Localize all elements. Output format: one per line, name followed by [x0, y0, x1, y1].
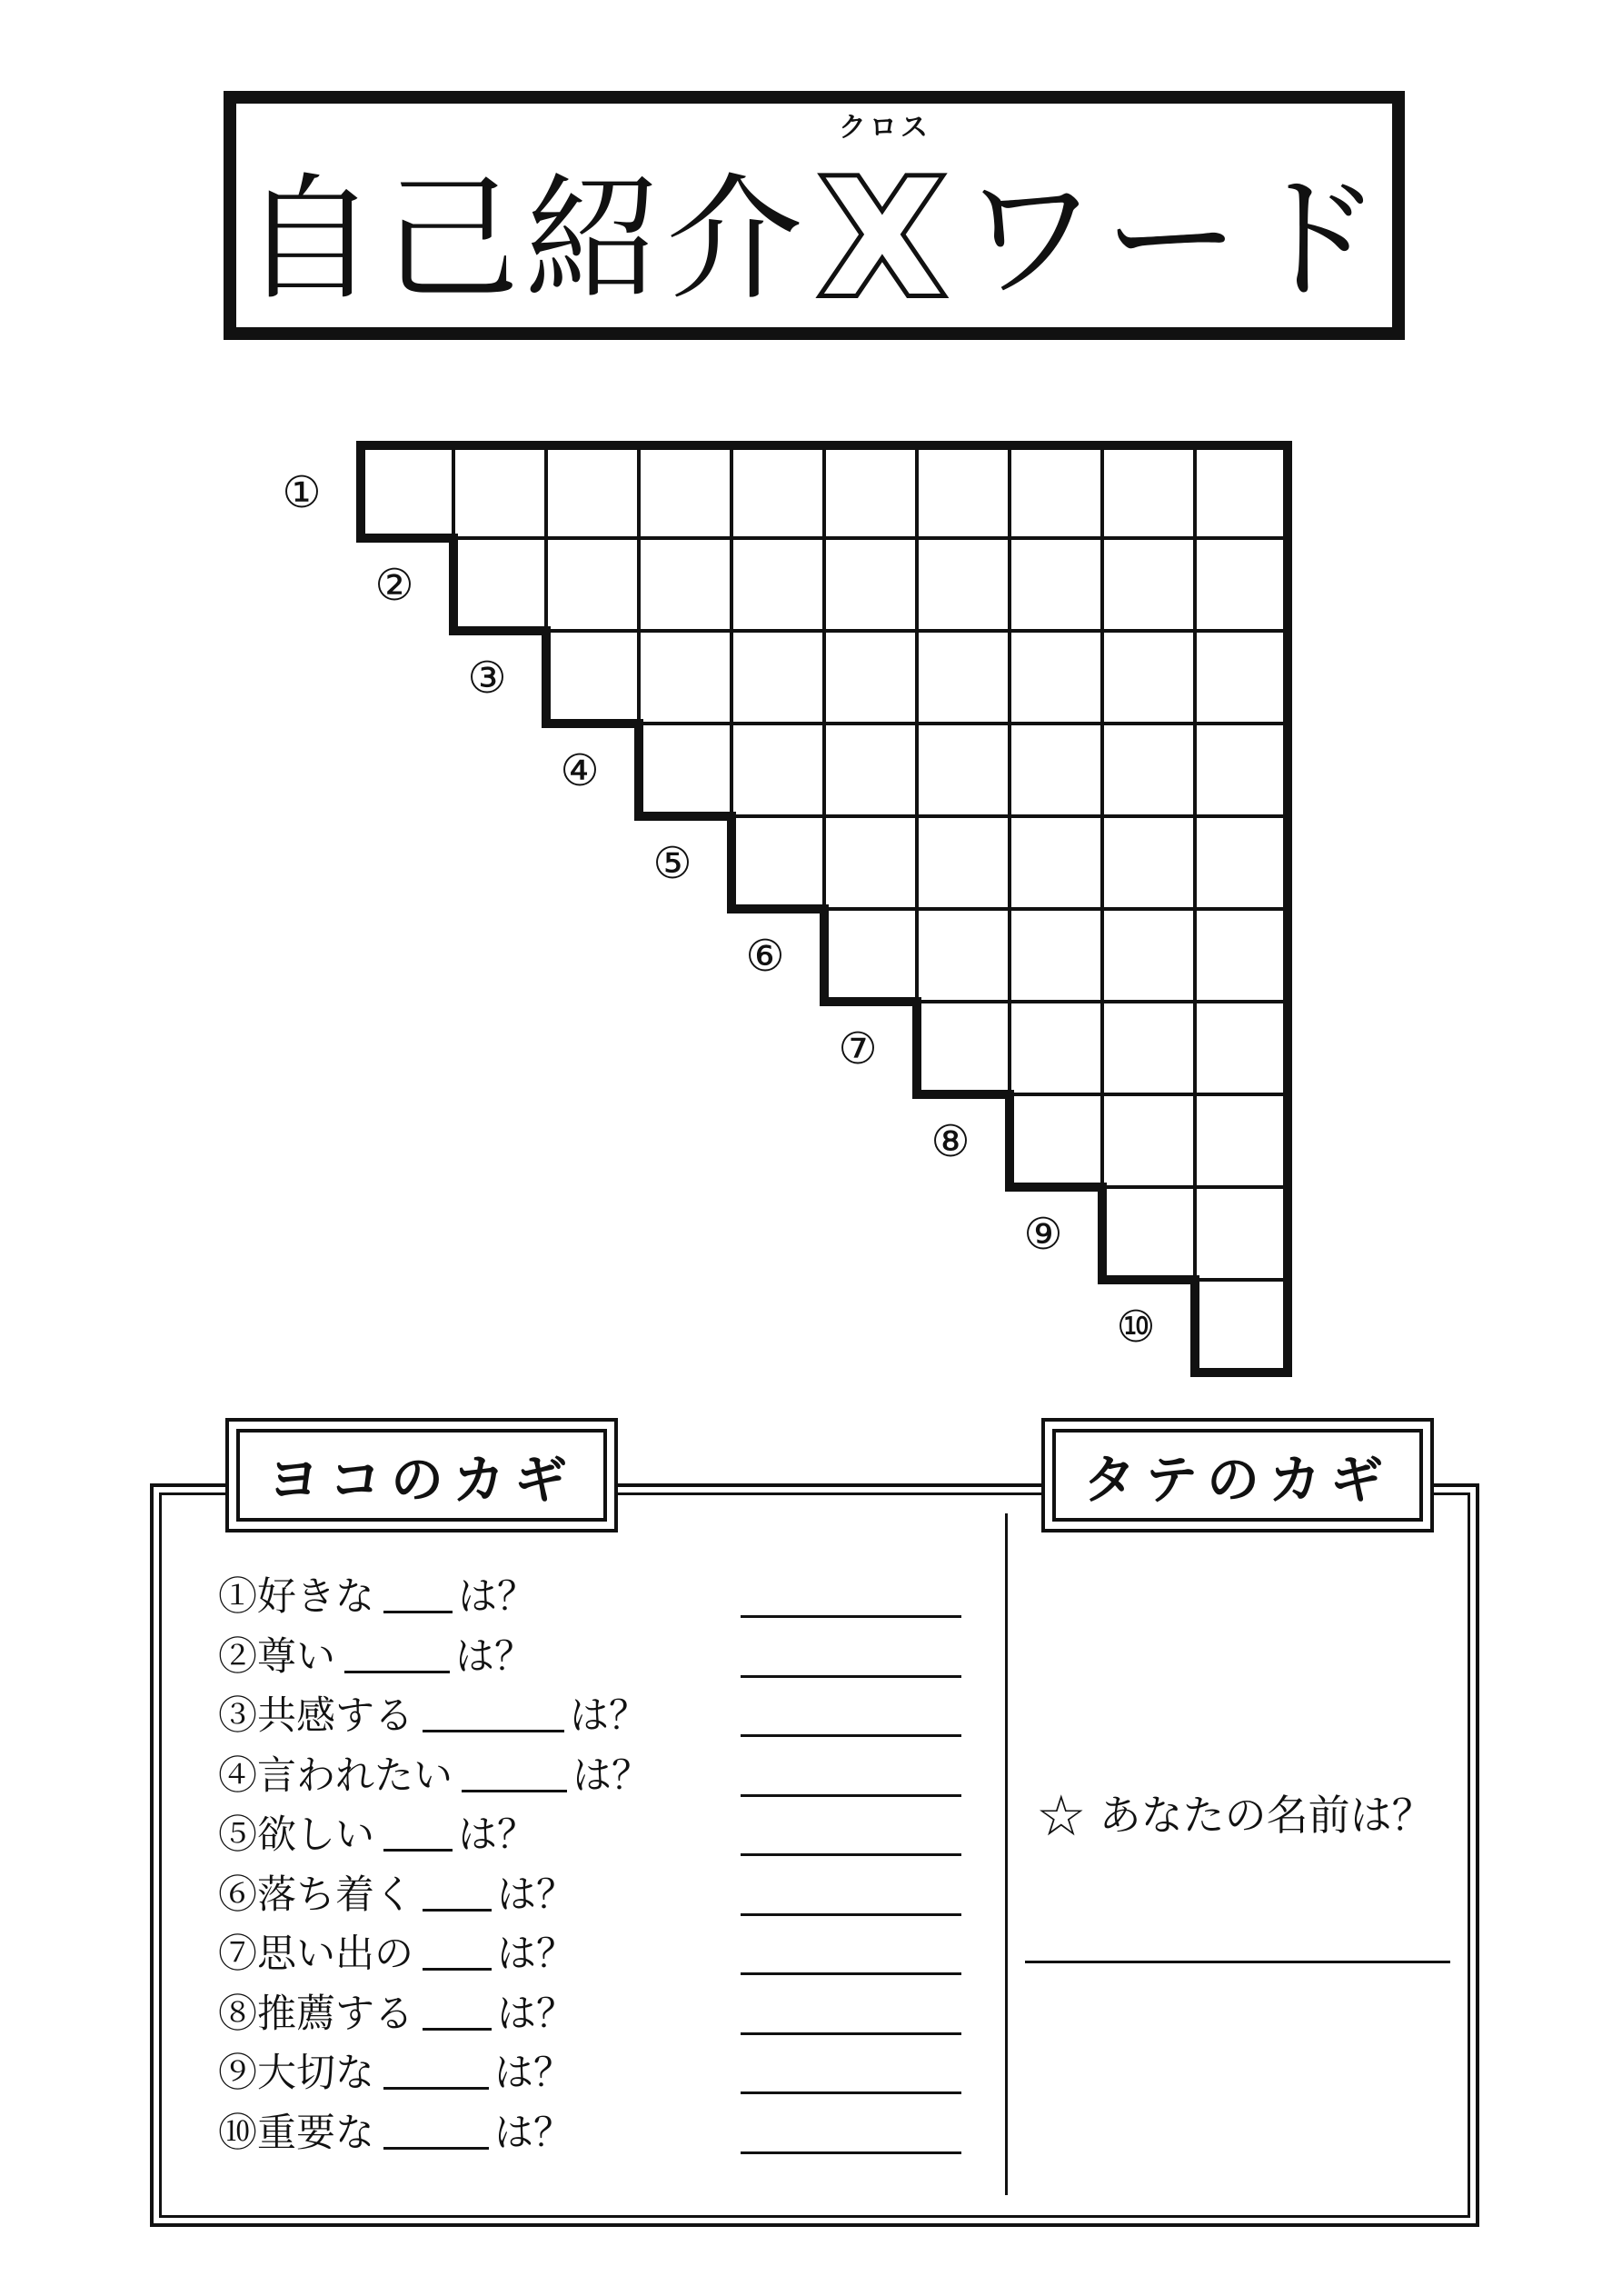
- grid-cell[interactable]: [824, 724, 917, 816]
- grid-cell[interactable]: [731, 538, 824, 631]
- grid-cell[interactable]: [1010, 538, 1102, 631]
- clue-suffix: は？: [494, 2051, 572, 2096]
- row-number-8: ⑧: [930, 1116, 970, 1167]
- grid-cell[interactable]: [1195, 909, 1288, 1002]
- clue-text: ⑨大切な: [218, 2051, 374, 2096]
- clue-text: ③共感する: [218, 1693, 413, 1739]
- grid-cell[interactable]: [1010, 1094, 1102, 1187]
- grid-cell[interactable]: [917, 631, 1010, 724]
- grid-cell[interactable]: [1102, 538, 1195, 631]
- grid-cell[interactable]: [1010, 1002, 1102, 1094]
- yoko-clue-7: [218, 1927, 575, 1987]
- grid-outline: [1283, 534, 1292, 635]
- star-outline-icon: ☆: [1036, 1782, 1087, 1849]
- grid-cell[interactable]: [824, 909, 917, 1002]
- grid-cell[interactable]: [917, 538, 1010, 631]
- grid-outline: [912, 997, 921, 1099]
- clue-blank[interactable]: [383, 2047, 489, 2090]
- clue-text: ⑦思い出の: [218, 1932, 413, 1977]
- yoko-clue-4: [218, 1749, 651, 1809]
- row-number-2: ②: [374, 560, 414, 611]
- name-answer-line[interactable]: [1025, 1961, 1450, 1963]
- clue-blank[interactable]: [423, 1690, 564, 1732]
- clue-suffix: は？: [497, 1991, 575, 2037]
- clue-text: ①好きな: [218, 1574, 374, 1620]
- grid-cell[interactable]: [731, 445, 824, 538]
- grid-outline: [1283, 1090, 1292, 1192]
- grid-outline: [1098, 1183, 1107, 1284]
- row-number-1: ①: [282, 467, 322, 518]
- grid-cell[interactable]: [824, 631, 917, 724]
- grid-cell[interactable]: [639, 724, 731, 816]
- yoko-answer-line-5[interactable]: [741, 1853, 961, 1856]
- grid-cell[interactable]: [546, 538, 639, 631]
- row-number-4: ④: [560, 745, 600, 796]
- yoko-answer-line-2[interactable]: [741, 1675, 961, 1678]
- grid-outline: [1283, 997, 1292, 1099]
- grid-cell[interactable]: [1195, 445, 1288, 538]
- clue-blank[interactable]: [344, 1631, 450, 1673]
- yoko-answer-line-10[interactable]: [741, 2151, 961, 2154]
- grid-cell[interactable]: [731, 816, 824, 909]
- clue-suffix: は？: [497, 1872, 575, 1918]
- grid-cell[interactable]: [546, 631, 639, 724]
- grid-outline: [1190, 1368, 1292, 1377]
- grid-outline: [542, 626, 551, 728]
- yoko-answer-line-4[interactable]: [741, 1794, 961, 1797]
- grid-cell[interactable]: [1195, 1187, 1288, 1280]
- clue-blank[interactable]: [462, 1750, 567, 1792]
- grid-cell[interactable]: [453, 538, 546, 631]
- grid-cell[interactable]: [1195, 816, 1288, 909]
- clue-suffix: は？: [455, 1633, 533, 1680]
- name-question: [1036, 1782, 1434, 1849]
- grid-cell[interactable]: [1102, 1002, 1195, 1094]
- grid-cell[interactable]: [453, 445, 546, 538]
- name-question-text: あなたの名前は？: [1099, 1791, 1434, 1840]
- yoko-clue-8: [218, 1987, 575, 2047]
- clue-text: ⑥落ち着く: [218, 1872, 413, 1918]
- grid-cell[interactable]: [917, 445, 1010, 538]
- grid-cell[interactable]: [1010, 909, 1102, 1002]
- yoko-answer-line-9[interactable]: [741, 2091, 961, 2094]
- grid-outline: [1283, 719, 1292, 821]
- grid-outline: [356, 441, 1292, 450]
- grid-cell[interactable]: [731, 631, 824, 724]
- grid-outline: [634, 812, 736, 821]
- grid-cell[interactable]: [639, 631, 731, 724]
- grid-cell[interactable]: [546, 445, 639, 538]
- grid-outline: [1190, 1275, 1199, 1377]
- clue-suffix: は？: [572, 1752, 651, 1799]
- clue-suffix: は？: [458, 1812, 536, 1858]
- row-number-7: ⑦: [838, 1023, 878, 1074]
- yoko-clue-10: [218, 2106, 572, 2166]
- clue-suffix: は？: [497, 1932, 575, 1977]
- grid-outline: [449, 626, 551, 635]
- clue-blank[interactable]: [383, 1809, 453, 1852]
- grid-cell[interactable]: [1102, 909, 1195, 1002]
- clue-blank[interactable]: [423, 1869, 492, 1912]
- grid-outline: [727, 812, 736, 913]
- title-before: 自己紹介: [241, 161, 809, 319]
- grid-outline: [542, 719, 643, 728]
- grid-outline: [356, 441, 365, 543]
- clue-suffix: は？: [458, 1574, 536, 1620]
- grid-outline: [1283, 904, 1292, 1006]
- clue-suffix: は？: [494, 2110, 572, 2156]
- grid-outline: [449, 534, 458, 635]
- yoko-answer-line-1[interactable]: [741, 1615, 961, 1618]
- grid-cell[interactable]: [1102, 1187, 1195, 1280]
- tate-header: タテのカギ: [1052, 1429, 1423, 1522]
- clue-panel-divider: [1005, 1513, 1008, 2195]
- grid-cell[interactable]: [1195, 1280, 1288, 1373]
- clue-blank[interactable]: [423, 1988, 492, 2031]
- clue-blank[interactable]: [383, 1571, 453, 1613]
- tate-tab: [1041, 1418, 1434, 1532]
- grid-cell[interactable]: [1195, 1094, 1288, 1187]
- yoko-answer-line-6[interactable]: [741, 1913, 961, 1916]
- yoko-clue-6: [218, 1868, 575, 1928]
- grid-outline: [1005, 1183, 1107, 1192]
- grid-cell[interactable]: [639, 445, 731, 538]
- grid-outline: [1283, 812, 1292, 913]
- yoko-clue-3: [218, 1689, 648, 1749]
- grid-outline: [356, 534, 458, 543]
- grid-cell[interactable]: [917, 1002, 1010, 1094]
- grid-outline: [1098, 1275, 1199, 1284]
- grid-outline: [1005, 1090, 1014, 1192]
- clue-blank[interactable]: [423, 1928, 492, 1971]
- clue-text: ⑩重要な: [218, 2110, 374, 2156]
- grid-cell[interactable]: [361, 445, 453, 538]
- grid-cell[interactable]: [1102, 631, 1195, 724]
- grid-cell[interactable]: [1010, 631, 1102, 724]
- grid-cell[interactable]: [1195, 538, 1288, 631]
- title-ruby: クロス: [839, 112, 931, 144]
- yoko-tab: [225, 1418, 618, 1532]
- grid-cell[interactable]: [917, 909, 1010, 1002]
- clue-text: ⑧推薦する: [218, 1991, 413, 2037]
- title-x-letter: X: [821, 147, 950, 332]
- grid-outline: [912, 1090, 1014, 1099]
- yoko-clue-2: [218, 1630, 533, 1690]
- clue-text: ④言われたい: [218, 1752, 453, 1799]
- grid-cell[interactable]: [1010, 445, 1102, 538]
- grid-cell[interactable]: [1010, 724, 1102, 816]
- grid-cell[interactable]: [917, 816, 1010, 909]
- grid-outline: [1283, 626, 1292, 728]
- grid-cell[interactable]: [1102, 816, 1195, 909]
- yoko-answer-line-3[interactable]: [741, 1734, 961, 1737]
- clue-blank[interactable]: [383, 2107, 489, 2150]
- row-number-3: ③: [467, 653, 507, 704]
- grid-cell[interactable]: [824, 538, 917, 631]
- yoko-clue-5: [218, 1808, 536, 1868]
- grid-cell[interactable]: [1195, 724, 1288, 816]
- grid-outline: [727, 904, 829, 913]
- grid-cell[interactable]: [1195, 631, 1288, 724]
- yoko-header: ヨコのカギ: [236, 1429, 607, 1522]
- grid-outline: [820, 904, 829, 1006]
- yoko-answer-line-7[interactable]: [741, 1972, 961, 1975]
- row-number-6: ⑥: [745, 931, 785, 982]
- yoko-clue-9: [218, 2046, 572, 2106]
- yoko-clue-1: [218, 1570, 536, 1630]
- grid-cell[interactable]: [731, 724, 824, 816]
- grid-cell[interactable]: [1195, 1002, 1288, 1094]
- row-number-9: ⑨: [1023, 1209, 1063, 1260]
- grid-cell[interactable]: [824, 816, 917, 909]
- row-number-10: ⑩: [1116, 1302, 1156, 1353]
- grid-outline: [820, 997, 921, 1006]
- clue-text: ⑤欲しい: [218, 1812, 374, 1858]
- grid-cell[interactable]: [639, 538, 731, 631]
- row-number-5: ⑤: [652, 838, 692, 889]
- grid-cell[interactable]: [917, 724, 1010, 816]
- grid-outline: [1283, 1275, 1292, 1377]
- title-after: ワード: [961, 161, 1388, 319]
- clue-suffix: は？: [570, 1693, 648, 1739]
- grid-cell[interactable]: [1102, 1094, 1195, 1187]
- clue-text: ②尊い: [218, 1633, 335, 1680]
- yoko-answer-line-8[interactable]: [741, 2032, 961, 2035]
- grid-outline: [1283, 1183, 1292, 1284]
- grid-cell[interactable]: [1102, 445, 1195, 538]
- grid-cell[interactable]: [1010, 816, 1102, 909]
- grid-outline: [634, 719, 643, 821]
- grid-cell[interactable]: [1102, 724, 1195, 816]
- grid-cell[interactable]: [824, 445, 917, 538]
